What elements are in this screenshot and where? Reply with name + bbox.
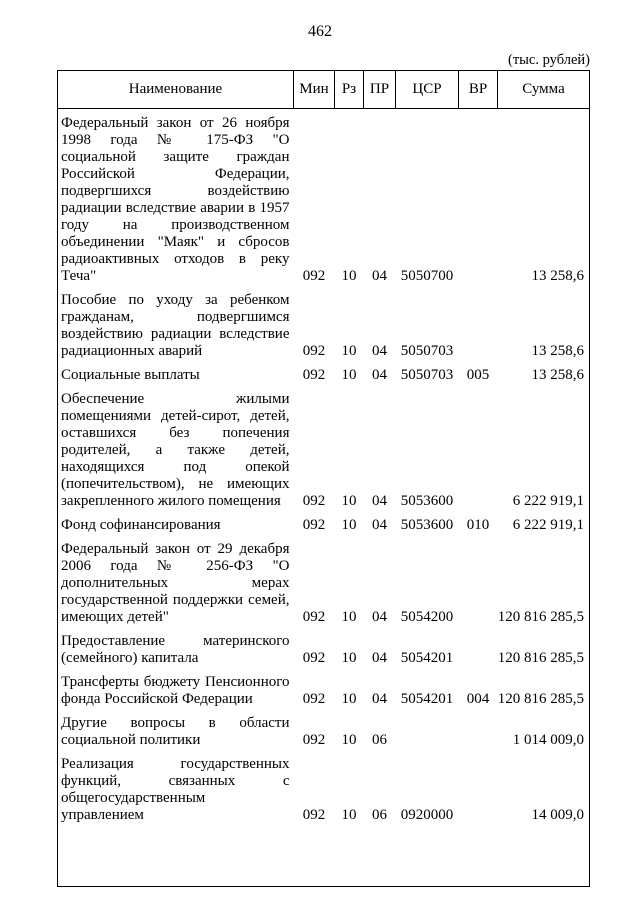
row-sum: 6 222 919,1 [512, 493, 584, 509]
table-row [58, 627, 589, 668]
row-sum: 120 816 285,5 [497, 609, 584, 625]
row-sum: 120 816 285,5 [497, 691, 584, 707]
row-vr [459, 750, 498, 825]
row-pr: 04 [372, 517, 387, 533]
row-rz: 10 [341, 343, 357, 359]
table-row [58, 750, 589, 825]
row-rz: 10 [341, 367, 357, 383]
row-name: Фонд софинансирования [61, 517, 221, 533]
row-name: Социальные выплаты [61, 367, 200, 383]
row-csr: 5050703 [400, 343, 454, 359]
row-min: 092 [302, 343, 326, 359]
row-rz: 10 [341, 650, 357, 666]
budget-table [58, 71, 589, 825]
table-header-row [58, 71, 589, 109]
row-sum: 14 009,0 [531, 807, 584, 823]
row-csr: 5053600 [400, 517, 454, 533]
row-pr: 04 [372, 268, 387, 284]
row-min: 092 [302, 493, 326, 509]
table-row [58, 109, 589, 287]
col-header-sum: Сумма [498, 71, 590, 109]
table-row [58, 511, 589, 535]
row-min: 092 [302, 268, 326, 284]
row-pr: 04 [372, 493, 387, 509]
row-pr: 04 [372, 691, 387, 707]
table-row [58, 286, 589, 361]
row-name: Другие вопросы в области социальной политики [61, 715, 290, 748]
row-name: Федеральный закон от 26 ноября 1998 года № 175-ФЗ "О социальной защите граждан Российской Федерации, подвергшихся воздействию радиации вследствие аварии в 1957 году на производственном объединении "Маяк" и сбросов радиоактивных отходов в реку Теча" [61, 115, 290, 284]
row-csr: 5050700 [400, 268, 454, 284]
row-rz: 10 [341, 609, 357, 625]
row-rz: 10 [341, 268, 357, 284]
row-rz: 10 [341, 691, 357, 707]
row-sum: 13 258,6 [531, 343, 584, 359]
row-vr [459, 385, 498, 511]
row-vr: 010 [466, 517, 490, 533]
row-csr: 5054201 [400, 650, 454, 666]
row-name: Федеральный закон от 29 декабря 2006 года № 256-ФЗ "О дополнительных мерах государственной поддержки семей, имеющих детей" [61, 541, 290, 625]
row-pr: 04 [372, 609, 387, 625]
row-csr: 0920000 [400, 807, 454, 823]
row-pr: 06 [372, 732, 387, 748]
row-rz: 10 [341, 493, 357, 509]
row-csr: 5053600 [400, 493, 454, 509]
row-csr [396, 709, 459, 750]
row-pr: 04 [372, 650, 387, 666]
row-csr: 5054200 [400, 609, 454, 625]
row-min: 092 [302, 732, 326, 748]
row-sum: 13 258,6 [531, 367, 584, 383]
row-name: Пособие по уходу за ребенком гражданам, подвергшимся воздействию радиации вследствие радиационных аварий [61, 292, 290, 359]
row-name: Трансферты бюджету Пенсионного фонда Российской Федерации [61, 674, 290, 707]
row-vr [459, 709, 498, 750]
row-name: Предоставление материнского (семейного) капитала [61, 633, 290, 666]
row-min: 092 [302, 650, 326, 666]
row-sum: 1 014 009,0 [512, 732, 584, 748]
row-min: 092 [302, 807, 326, 823]
page-number: 462 [308, 23, 332, 40]
row-vr: 004 [466, 691, 490, 707]
row-pr: 06 [372, 807, 387, 823]
row-pr: 04 [372, 367, 387, 383]
table-row [58, 361, 589, 385]
row-name: Обеспечение жилыми помещениями детей-сирот, детей, оставшихся без попечения родителей, а также детей, находящихся под опекой (попечительством), не имеющих закрепленного жилого помещения [61, 391, 290, 509]
row-csr: 5054201 [400, 691, 454, 707]
row-vr [459, 109, 498, 287]
row-vr [459, 535, 498, 627]
row-min: 092 [302, 609, 326, 625]
col-header-name: Наименование [58, 71, 294, 109]
row-name: Реализация государственных функций, связанных с общегосударственным управлением [61, 756, 290, 823]
row-rz: 10 [341, 732, 357, 748]
col-header-rz: Рз [335, 71, 364, 109]
row-min: 092 [302, 517, 326, 533]
row-rz: 10 [341, 517, 357, 533]
col-header-vr: ВР [459, 71, 498, 109]
col-header-min: Мин [294, 71, 335, 109]
row-min: 092 [302, 691, 326, 707]
table-row [58, 385, 589, 511]
row-pr: 04 [372, 343, 387, 359]
row-sum: 13 258,6 [531, 268, 584, 284]
table-frame [57, 70, 590, 887]
row-sum: 120 816 285,5 [497, 650, 584, 666]
row-csr: 5050703 [400, 367, 454, 383]
table-row [58, 709, 589, 750]
col-header-pr: ПР [364, 71, 396, 109]
row-rz: 10 [341, 807, 357, 823]
table-row [58, 535, 589, 627]
row-vr: 005 [466, 367, 490, 383]
table-row [58, 668, 589, 709]
col-header-csr: ЦСР [396, 71, 459, 109]
units-note: (тыс. рублей) [508, 52, 590, 68]
row-sum: 6 222 919,1 [512, 517, 584, 533]
row-vr [459, 627, 498, 668]
row-min: 092 [302, 367, 326, 383]
row-vr [459, 286, 498, 361]
